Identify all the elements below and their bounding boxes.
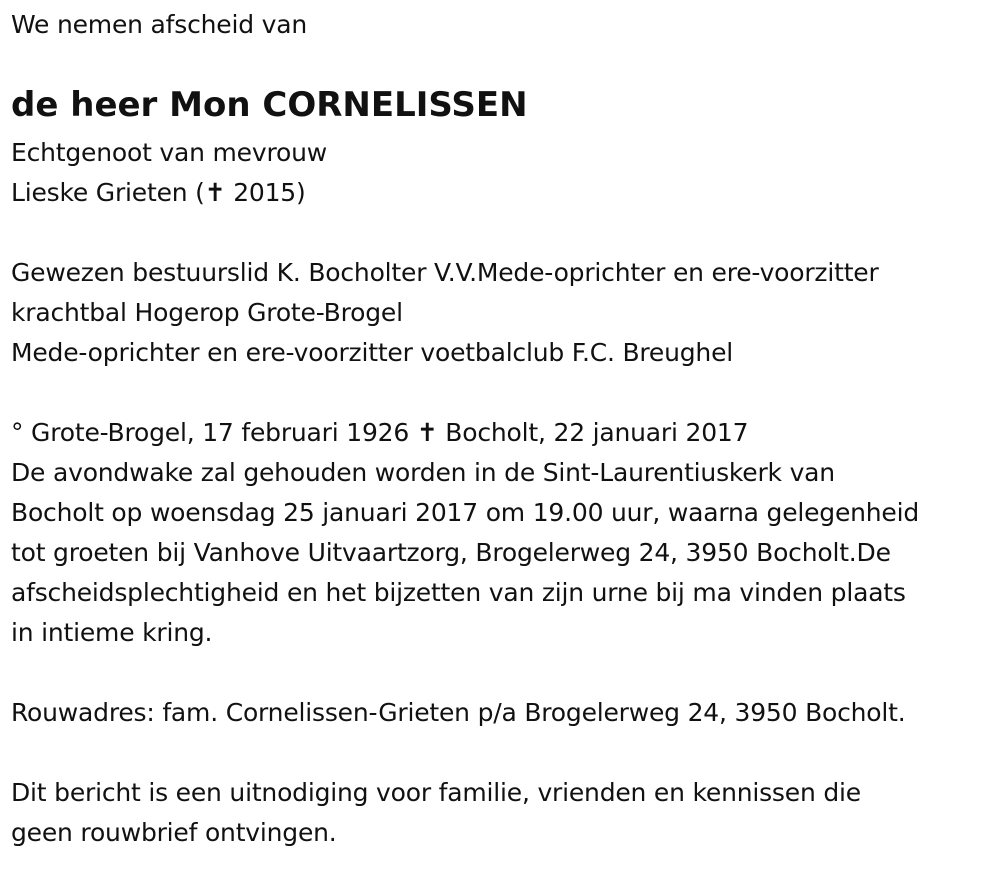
roles-block bbox=[11, 253, 879, 373]
deceased-name: de heer Mon CORNELISSEN bbox=[11, 85, 528, 125]
ceremony-line: in intieme kring. bbox=[11, 618, 213, 647]
role-line: Gewezen bestuurslid K. Bocholter V.V.Mede-oprichter en ere-voorzitter bbox=[11, 258, 879, 287]
closing-line: geen rouwbrief ontvingen. bbox=[11, 818, 337, 847]
ceremony-block bbox=[11, 413, 919, 653]
ceremony-line: afscheidsplechtigheid en het bijzetten van zijn urne bij ma vinden plaats bbox=[11, 578, 906, 607]
spouse-line: Echtgenoot van mevrouw bbox=[11, 138, 327, 167]
closing-line: Dit bericht is een uitnodiging voor familie, vrienden en kennissen die bbox=[11, 778, 861, 807]
intro-text: We nemen afscheid van bbox=[11, 10, 307, 39]
spouse-block bbox=[11, 133, 327, 213]
role-line: krachtbal Hogerop Grote-Brogel bbox=[11, 298, 403, 327]
address-block bbox=[11, 693, 906, 733]
spouse-line: Lieske Grieten (✝ 2015) bbox=[11, 178, 306, 207]
closing-block bbox=[11, 773, 861, 853]
birth-death-line: ° Grote-Brogel, 17 februari 1926 ✝ Bocholt, 22 januari 2017 bbox=[11, 418, 749, 447]
role-line: Mede-oprichter en ere-voorzitter voetbalclub F.C. Breughel bbox=[11, 338, 733, 367]
ceremony-line: tot groeten bij Vanhove Uitvaartzorg, Brogelerweg 24, 3950 Bocholt.De bbox=[11, 538, 891, 567]
ceremony-line: De avondwake zal gehouden worden in de Sint-Laurentiuskerk van bbox=[11, 458, 835, 487]
ceremony-line: Bocholt op woensdag 25 januari 2017 om 19.00 uur, waarna gelegenheid bbox=[11, 498, 920, 527]
mourning-address: Rouwadres: fam. Cornelissen-Grieten p/a Brogelerweg 24, 3950 Bocholt. bbox=[11, 698, 906, 727]
